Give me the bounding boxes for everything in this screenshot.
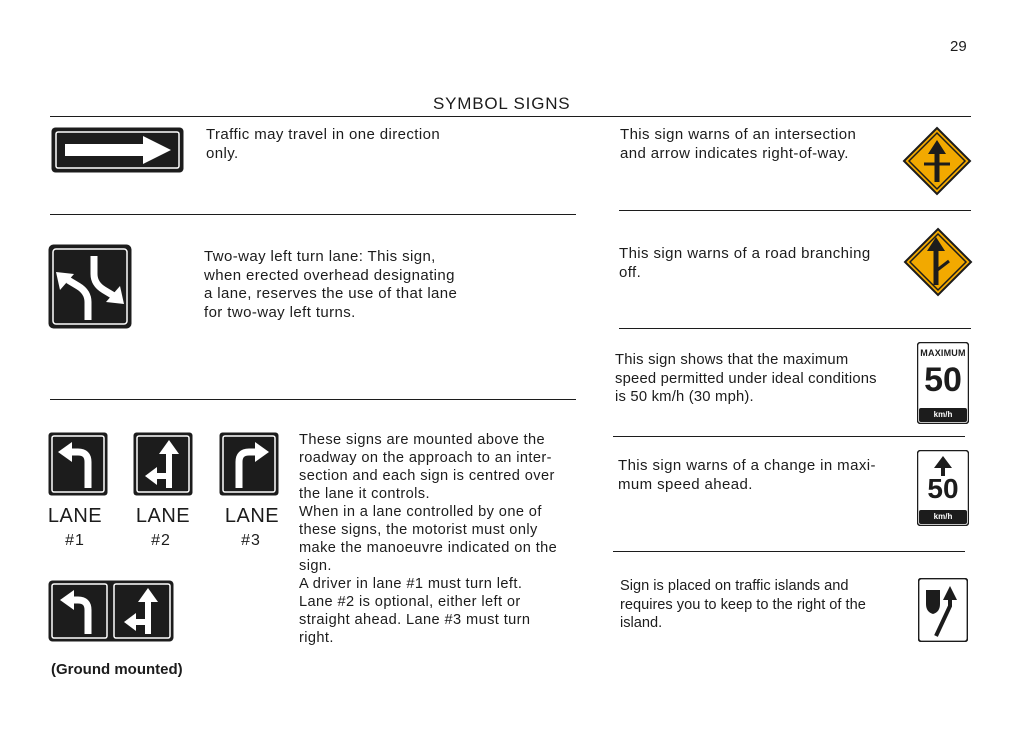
lane-3-label: LANE [224, 505, 280, 527]
divider [613, 436, 965, 437]
max-speed-sign-unit: km/h [933, 410, 953, 419]
divider [619, 210, 971, 211]
page-title: SYMBOL SIGNS [433, 94, 571, 113]
two-way-left-turn-icon [48, 244, 132, 329]
max-speed-sign-value: 50 [924, 361, 962, 399]
lane-1-number: #1 [65, 532, 85, 549]
max-speed-text: This sign shows that the maximum speed permitted under ideal conditions is 50 km/h (30 mph). [615, 352, 877, 405]
divider [50, 214, 576, 215]
two-way-left-text: Two-way left turn lane: This sign, when erected overhead designating a lane, reserves the use of that lane for two-way left turns. [204, 248, 458, 321]
left-turn-arrow-icon [48, 432, 108, 496]
ground-mounted-lane-sign-icon [48, 580, 174, 642]
speed-change-sign-value: 50 [927, 473, 959, 504]
left-or-straight-arrow-icon [133, 432, 193, 496]
title-rule [50, 116, 971, 117]
divider [50, 399, 576, 400]
one-way-arrow-icon [51, 127, 184, 173]
speed-change-sign [917, 450, 969, 526]
divider [619, 328, 971, 329]
intersection-warning-icon [902, 126, 972, 196]
lane-1-label: LANE [47, 505, 103, 527]
lane-signs-text: These signs are mounted above the roadway on the approach to an inter- section and each sign is centred over the lane it controls. When in a lane controlled by one of these signs, the motorist must only make the manoeuvre indicated on the sign. A driver in lane #1 must turn left. Lane #2 is optional, either left or straight ahead. Lane #3 must turn right. [299, 432, 558, 646]
right-turn-arrow-icon [219, 432, 279, 496]
keep-right-island-icon [918, 578, 968, 642]
page-number: 29 [950, 38, 967, 55]
lane-2-number: #2 [151, 532, 171, 549]
ground-mounted-caption: (Ground mounted) [51, 661, 183, 678]
speed-change-text: This sign warns of a change in maxi- mum speed ahead. [618, 457, 876, 493]
road-branching-warning-icon [903, 227, 973, 297]
intersection-text: This sign warns of an intersection and arrow indicates right-of-way. [620, 126, 857, 162]
speed-change-sign-unit: km/h [933, 512, 953, 521]
keep-right-text: Sign is placed on traffic islands and requires you to keep to the right of the island. [620, 578, 866, 631]
lane-2-label: LANE [135, 505, 191, 527]
divider [613, 551, 965, 552]
one-way-text: Traffic may travel in one direction only. [206, 126, 441, 162]
lane-3-number: #3 [241, 532, 261, 549]
maximum-speed-sign [917, 342, 969, 424]
max-speed-sign-top: MAXIMUM [920, 348, 966, 358]
branching-text: This sign warns of a road branching off. [619, 245, 871, 281]
